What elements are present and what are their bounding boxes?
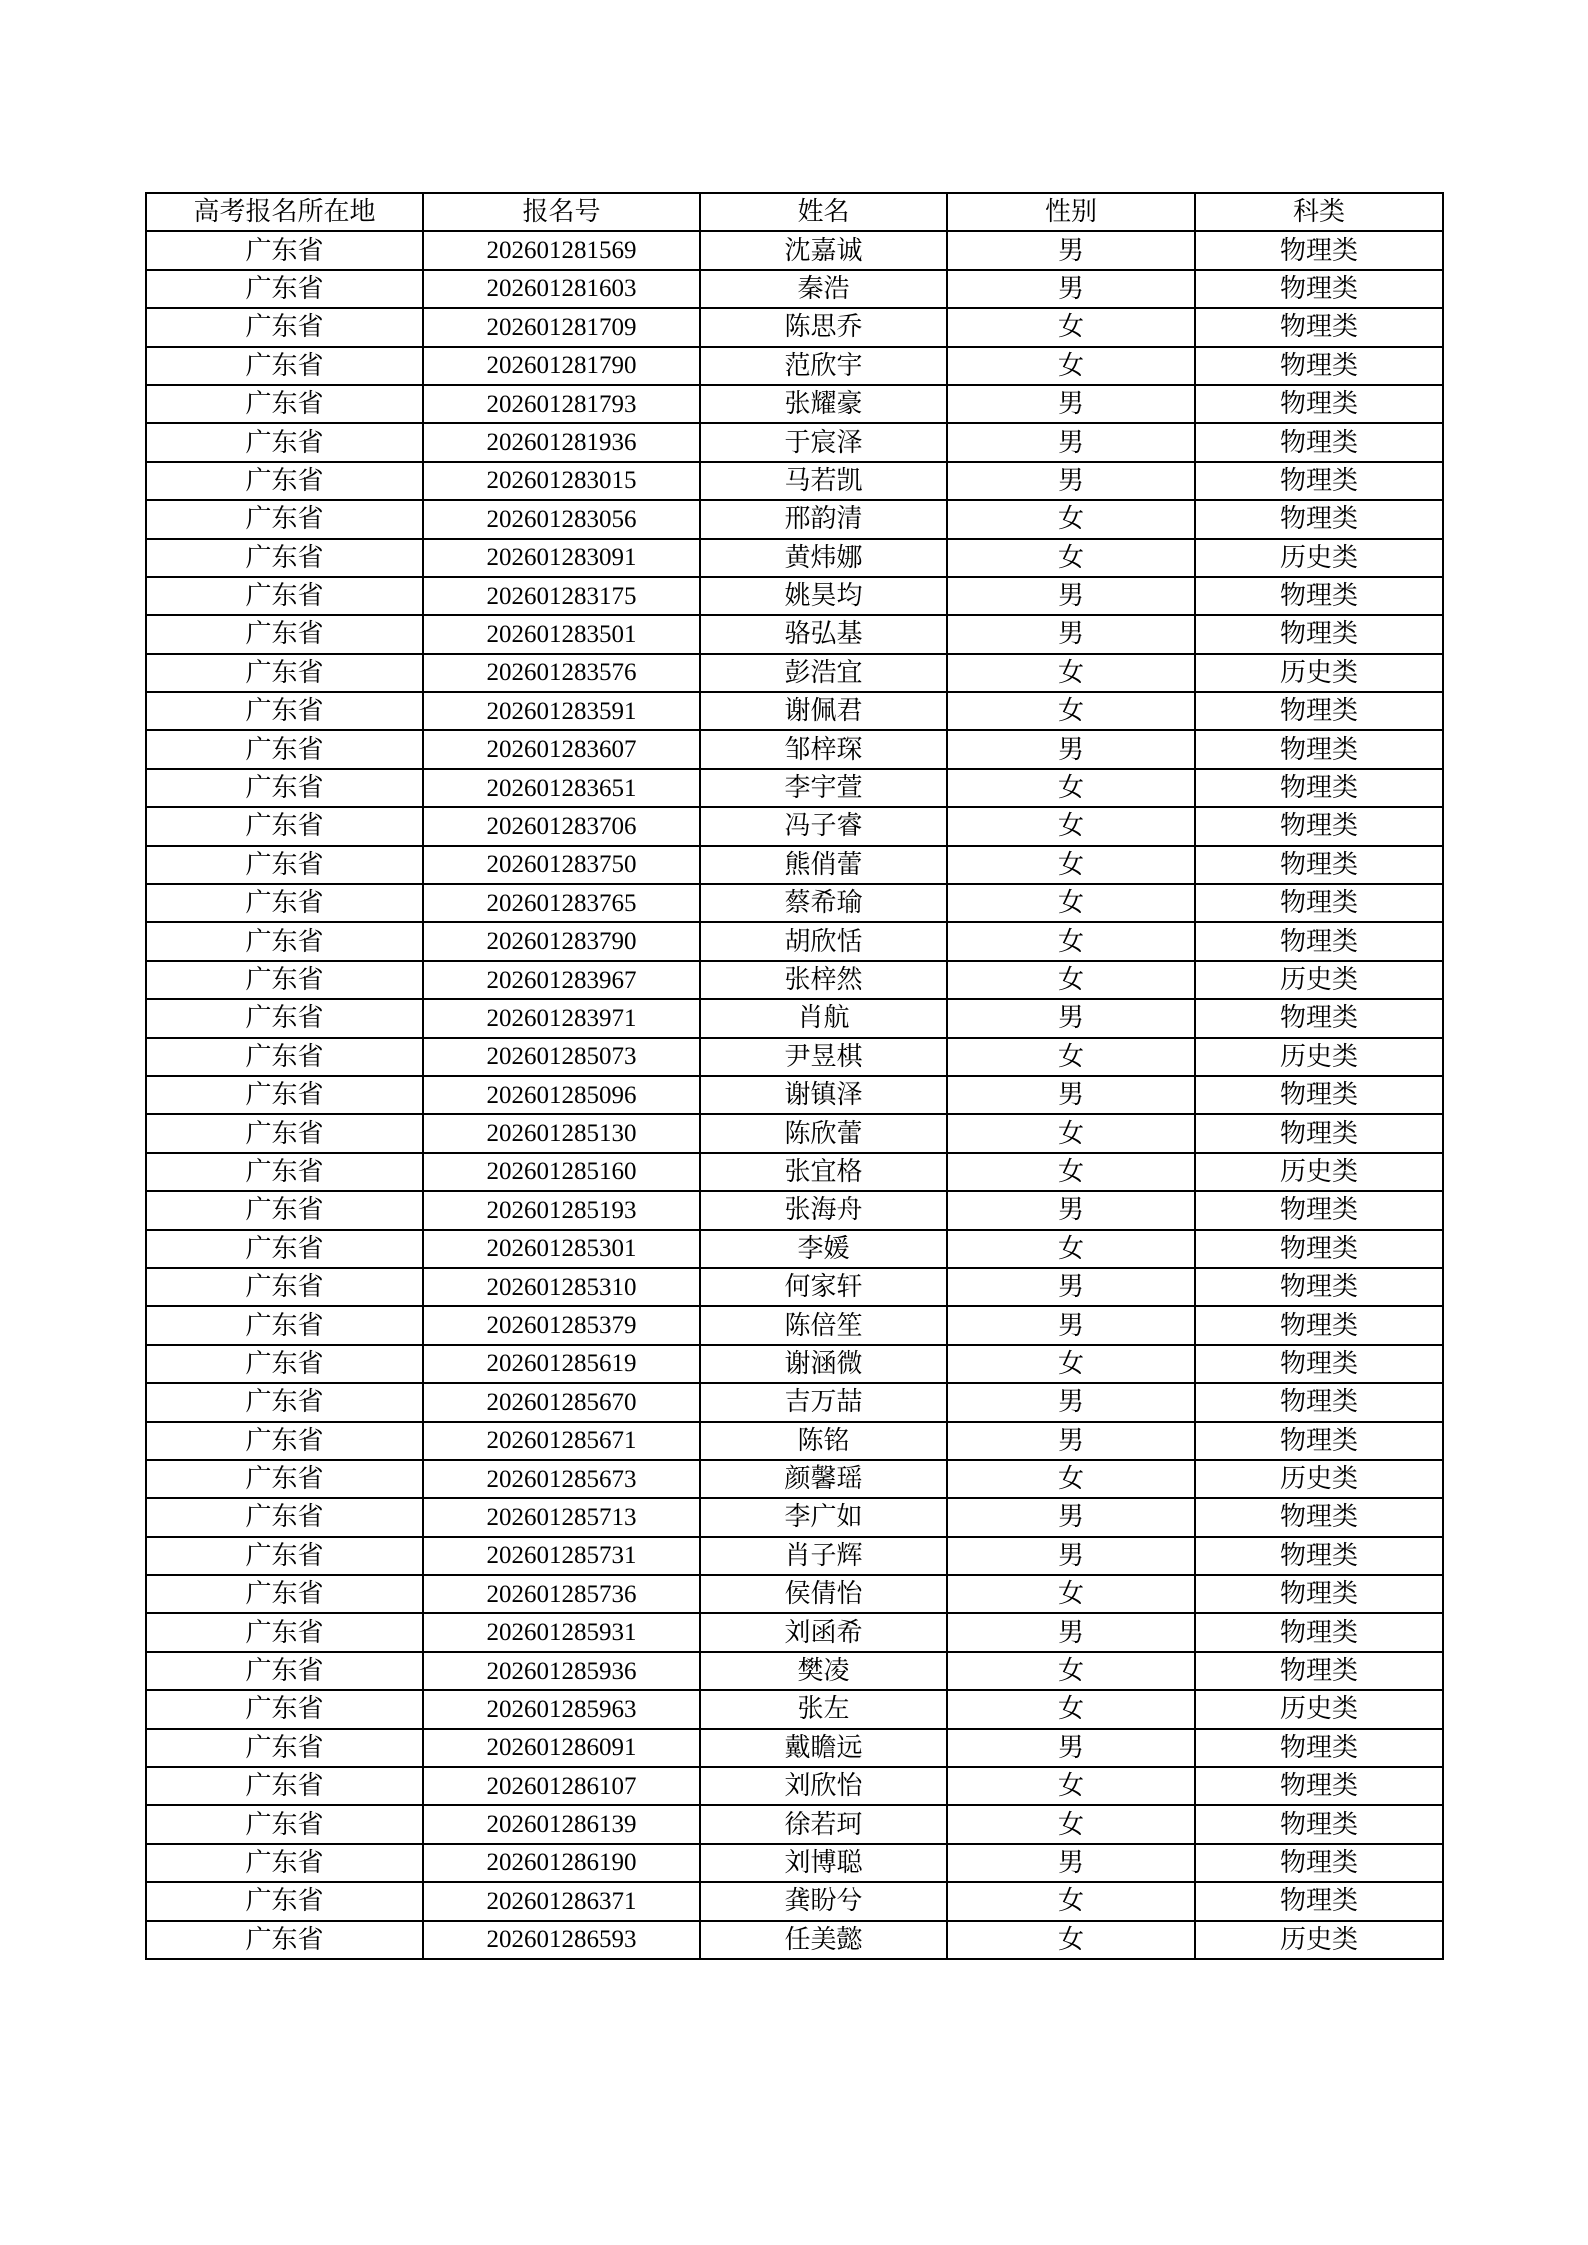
table-row	[146, 1805, 1443, 1843]
cell-registration-number: 202601285713	[423, 1498, 700, 1536]
table-row	[146, 1114, 1443, 1152]
cell-registration-number: 202601285130	[423, 1114, 700, 1152]
table-row	[146, 1460, 1443, 1498]
cell-name: 姚昊均	[700, 577, 947, 615]
cell-subject-category: 物理类	[1195, 347, 1443, 385]
cell-registration-number: 202601283607	[423, 730, 700, 768]
cell-name: 徐若珂	[700, 1805, 947, 1843]
cell-name: 谢镇泽	[700, 1076, 947, 1114]
cell-subject-category: 物理类	[1195, 1268, 1443, 1306]
cell-gender: 女	[947, 1652, 1195, 1690]
cell-gender: 女	[947, 539, 1195, 577]
table-row	[146, 922, 1443, 960]
cell-name: 肖航	[700, 999, 947, 1037]
cell-gender: 女	[947, 807, 1195, 845]
cell-gender: 男	[947, 615, 1195, 653]
cell-registration-number: 202601285963	[423, 1690, 700, 1728]
cell-location: 广东省	[146, 500, 423, 538]
table-row	[146, 615, 1443, 653]
cell-name: 秦浩	[700, 270, 947, 308]
table-row	[146, 1153, 1443, 1191]
cell-subject-category: 物理类	[1195, 1422, 1443, 1460]
cell-registration-number: 202601285731	[423, 1537, 700, 1575]
cell-location: 广东省	[146, 1767, 423, 1805]
cell-gender: 男	[947, 1613, 1195, 1651]
cell-subject-category: 物理类	[1195, 999, 1443, 1037]
cell-gender: 男	[947, 270, 1195, 308]
cell-registration-number: 202601283750	[423, 846, 700, 884]
cell-name: 马若凯	[700, 462, 947, 500]
cell-registration-number: 202601283591	[423, 692, 700, 730]
cell-gender: 女	[947, 769, 1195, 807]
cell-subject-category: 物理类	[1195, 884, 1443, 922]
table-row	[146, 270, 1443, 308]
cell-subject-category: 物理类	[1195, 846, 1443, 884]
cell-gender: 女	[947, 884, 1195, 922]
cell-registration-number: 202601281936	[423, 423, 700, 461]
cell-gender: 女	[947, 1114, 1195, 1152]
table-row	[146, 539, 1443, 577]
cell-gender: 女	[947, 692, 1195, 730]
table-row	[146, 1844, 1443, 1882]
cell-location: 广东省	[146, 615, 423, 653]
cell-subject-category: 物理类	[1195, 1537, 1443, 1575]
cell-subject-category: 物理类	[1195, 231, 1443, 269]
cell-location: 广东省	[146, 385, 423, 423]
cell-name: 刘博聪	[700, 1844, 947, 1882]
cell-gender: 男	[947, 231, 1195, 269]
cell-location: 广东省	[146, 423, 423, 461]
cell-gender: 女	[947, 1575, 1195, 1613]
cell-registration-number: 202601283967	[423, 961, 700, 999]
cell-location: 广东省	[146, 1076, 423, 1114]
table-row	[146, 1306, 1443, 1344]
cell-registration-number: 202601283706	[423, 807, 700, 845]
cell-name: 任美懿	[700, 1921, 947, 1959]
cell-gender: 男	[947, 577, 1195, 615]
cell-registration-number: 202601286190	[423, 1844, 700, 1882]
cell-gender: 女	[947, 1882, 1195, 1920]
cell-name: 谢涵微	[700, 1345, 947, 1383]
header-row	[146, 193, 1443, 231]
table-row	[146, 1921, 1443, 1959]
cell-subject-category: 历史类	[1195, 961, 1443, 999]
cell-gender: 女	[947, 1690, 1195, 1728]
cell-gender: 男	[947, 423, 1195, 461]
cell-registration-number: 202601285936	[423, 1652, 700, 1690]
header-name: 姓名	[700, 193, 947, 231]
cell-subject-category: 历史类	[1195, 1038, 1443, 1076]
cell-location: 广东省	[146, 692, 423, 730]
table-row	[146, 1537, 1443, 1575]
cell-registration-number: 202601283175	[423, 577, 700, 615]
cell-gender: 男	[947, 1537, 1195, 1575]
cell-name: 张宜格	[700, 1153, 947, 1191]
cell-location: 广东省	[146, 1652, 423, 1690]
cell-location: 广东省	[146, 577, 423, 615]
cell-subject-category: 物理类	[1195, 385, 1443, 423]
cell-registration-number: 202601285670	[423, 1383, 700, 1421]
cell-subject-category: 物理类	[1195, 500, 1443, 538]
cell-name: 黄炜娜	[700, 539, 947, 577]
cell-subject-category: 物理类	[1195, 769, 1443, 807]
cell-location: 广东省	[146, 462, 423, 500]
cell-gender: 男	[947, 1306, 1195, 1344]
cell-subject-category: 物理类	[1195, 1076, 1443, 1114]
cell-gender: 女	[947, 961, 1195, 999]
table-row	[146, 1575, 1443, 1613]
table-row	[146, 730, 1443, 768]
cell-name: 尹昱棋	[700, 1038, 947, 1076]
table-row	[146, 577, 1443, 615]
cell-location: 广东省	[146, 884, 423, 922]
cell-gender: 女	[947, 1805, 1195, 1843]
cell-name: 彭浩宜	[700, 654, 947, 692]
table-row	[146, 1613, 1443, 1651]
cell-gender: 男	[947, 1422, 1195, 1460]
cell-gender: 女	[947, 1153, 1195, 1191]
table-row	[146, 423, 1443, 461]
cell-gender: 女	[947, 308, 1195, 346]
cell-name: 李广如	[700, 1498, 947, 1536]
cell-location: 广东省	[146, 1844, 423, 1882]
cell-gender: 女	[947, 1460, 1195, 1498]
cell-name: 陈欣蕾	[700, 1114, 947, 1152]
cell-subject-category: 历史类	[1195, 1921, 1443, 1959]
cell-gender: 女	[947, 1345, 1195, 1383]
cell-gender: 女	[947, 1230, 1195, 1268]
table-row	[146, 347, 1443, 385]
cell-name: 张左	[700, 1690, 947, 1728]
cell-gender: 女	[947, 1767, 1195, 1805]
cell-gender: 女	[947, 654, 1195, 692]
cell-name: 龚盼兮	[700, 1882, 947, 1920]
cell-location: 广东省	[146, 1613, 423, 1651]
cell-registration-number: 202601281603	[423, 270, 700, 308]
cell-name: 吉万喆	[700, 1383, 947, 1421]
cell-registration-number: 202601286139	[423, 1805, 700, 1843]
cell-registration-number: 202601283651	[423, 769, 700, 807]
cell-subject-category: 物理类	[1195, 1729, 1443, 1767]
cell-location: 广东省	[146, 1191, 423, 1229]
cell-registration-number: 202601283576	[423, 654, 700, 692]
cell-name: 樊凌	[700, 1652, 947, 1690]
cell-location: 广东省	[146, 1345, 423, 1383]
cell-name: 张耀豪	[700, 385, 947, 423]
table-row	[146, 385, 1443, 423]
cell-name: 范欣宇	[700, 347, 947, 385]
cell-name: 胡欣恬	[700, 922, 947, 960]
table-row	[146, 846, 1443, 884]
cell-gender: 男	[947, 1498, 1195, 1536]
cell-registration-number: 202601285073	[423, 1038, 700, 1076]
cell-location: 广东省	[146, 769, 423, 807]
table-row	[146, 1345, 1443, 1383]
cell-subject-category: 历史类	[1195, 1690, 1443, 1728]
cell-gender: 女	[947, 347, 1195, 385]
admission-table	[145, 192, 1444, 1960]
cell-name: 戴瞻远	[700, 1729, 947, 1767]
cell-name: 谢佩君	[700, 692, 947, 730]
cell-name: 肖子辉	[700, 1537, 947, 1575]
cell-location: 广东省	[146, 654, 423, 692]
cell-registration-number: 202601286593	[423, 1921, 700, 1959]
cell-subject-category: 物理类	[1195, 1844, 1443, 1882]
cell-subject-category: 物理类	[1195, 1613, 1443, 1651]
cell-subject-category: 物理类	[1195, 1383, 1443, 1421]
cell-subject-category: 物理类	[1195, 730, 1443, 768]
cell-name: 张梓然	[700, 961, 947, 999]
cell-name: 蔡希瑜	[700, 884, 947, 922]
table-row	[146, 884, 1443, 922]
cell-subject-category: 物理类	[1195, 1345, 1443, 1383]
cell-name: 邹梓琛	[700, 730, 947, 768]
cell-subject-category: 物理类	[1195, 1230, 1443, 1268]
cell-subject-category: 物理类	[1195, 1498, 1443, 1536]
cell-location: 广东省	[146, 1153, 423, 1191]
table-row	[146, 1767, 1443, 1805]
table-row	[146, 1383, 1443, 1421]
cell-gender: 男	[947, 1268, 1195, 1306]
cell-registration-number: 202601285301	[423, 1230, 700, 1268]
cell-subject-category: 历史类	[1195, 654, 1443, 692]
cell-name: 邢韵清	[700, 500, 947, 538]
cell-location: 广东省	[146, 1038, 423, 1076]
cell-subject-category: 物理类	[1195, 692, 1443, 730]
cell-registration-number: 202601285673	[423, 1460, 700, 1498]
table-body	[146, 231, 1443, 1959]
cell-subject-category: 物理类	[1195, 1767, 1443, 1805]
cell-location: 广东省	[146, 231, 423, 269]
cell-registration-number: 202601285310	[423, 1268, 700, 1306]
cell-name: 颜馨瑶	[700, 1460, 947, 1498]
table-row	[146, 500, 1443, 538]
cell-name: 于宸泽	[700, 423, 947, 461]
cell-location: 广东省	[146, 308, 423, 346]
cell-name: 李宇萱	[700, 769, 947, 807]
cell-registration-number: 202601283091	[423, 539, 700, 577]
cell-subject-category: 历史类	[1195, 539, 1443, 577]
cell-subject-category: 物理类	[1195, 577, 1443, 615]
cell-subject-category: 物理类	[1195, 423, 1443, 461]
cell-name: 何家轩	[700, 1268, 947, 1306]
table-row	[146, 1230, 1443, 1268]
cell-name: 骆弘基	[700, 615, 947, 653]
cell-location: 广东省	[146, 1805, 423, 1843]
table-row	[146, 231, 1443, 269]
cell-gender: 男	[947, 999, 1195, 1037]
cell-name: 李媛	[700, 1230, 947, 1268]
cell-registration-number: 202601283056	[423, 500, 700, 538]
cell-location: 广东省	[146, 1882, 423, 1920]
cell-name: 刘欣怡	[700, 1767, 947, 1805]
cell-location: 广东省	[146, 846, 423, 884]
cell-subject-category: 历史类	[1195, 1460, 1443, 1498]
cell-subject-category: 物理类	[1195, 270, 1443, 308]
cell-registration-number: 202601286107	[423, 1767, 700, 1805]
cell-name: 冯子睿	[700, 807, 947, 845]
cell-location: 广东省	[146, 539, 423, 577]
cell-location: 广东省	[146, 1460, 423, 1498]
cell-location: 广东省	[146, 270, 423, 308]
cell-subject-category: 物理类	[1195, 1575, 1443, 1613]
cell-gender: 男	[947, 462, 1195, 500]
cell-gender: 男	[947, 730, 1195, 768]
cell-gender: 女	[947, 1921, 1195, 1959]
cell-registration-number: 202601285160	[423, 1153, 700, 1191]
cell-gender: 男	[947, 1383, 1195, 1421]
cell-registration-number: 202601285379	[423, 1306, 700, 1344]
table-row	[146, 692, 1443, 730]
cell-registration-number: 202601281793	[423, 385, 700, 423]
cell-location: 广东省	[146, 1383, 423, 1421]
cell-registration-number: 202601286371	[423, 1882, 700, 1920]
table-header	[146, 193, 1443, 231]
cell-subject-category: 物理类	[1195, 1114, 1443, 1152]
cell-gender: 女	[947, 922, 1195, 960]
cell-location: 广东省	[146, 1729, 423, 1767]
cell-gender: 女	[947, 500, 1195, 538]
table-row	[146, 1882, 1443, 1920]
cell-registration-number: 202601281709	[423, 308, 700, 346]
cell-subject-category: 历史类	[1195, 1153, 1443, 1191]
table-row	[146, 999, 1443, 1037]
cell-name: 侯倩怡	[700, 1575, 947, 1613]
cell-registration-number: 202601286091	[423, 1729, 700, 1767]
cell-gender: 女	[947, 1038, 1195, 1076]
cell-subject-category: 物理类	[1195, 1882, 1443, 1920]
cell-name: 陈思乔	[700, 308, 947, 346]
cell-location: 广东省	[146, 1498, 423, 1536]
table-row	[146, 1268, 1443, 1306]
table-row	[146, 769, 1443, 807]
table-row	[146, 654, 1443, 692]
table-row	[146, 1498, 1443, 1536]
cell-registration-number: 202601285671	[423, 1422, 700, 1460]
table-row	[146, 308, 1443, 346]
table-row	[146, 961, 1443, 999]
cell-name: 陈铭	[700, 1422, 947, 1460]
cell-subject-category: 物理类	[1195, 807, 1443, 845]
header-registration-number: 报名号	[423, 193, 700, 231]
cell-registration-number: 202601281569	[423, 231, 700, 269]
cell-subject-category: 物理类	[1195, 308, 1443, 346]
cell-name: 沈嘉诚	[700, 231, 947, 269]
cell-registration-number: 202601283015	[423, 462, 700, 500]
cell-gender: 男	[947, 385, 1195, 423]
cell-location: 广东省	[146, 922, 423, 960]
cell-location: 广东省	[146, 1230, 423, 1268]
table-row	[146, 1422, 1443, 1460]
cell-registration-number: 202601283790	[423, 922, 700, 960]
cell-gender: 男	[947, 1729, 1195, 1767]
cell-gender: 男	[947, 1191, 1195, 1229]
cell-subject-category: 物理类	[1195, 1652, 1443, 1690]
cell-subject-category: 物理类	[1195, 462, 1443, 500]
cell-location: 广东省	[146, 1690, 423, 1728]
cell-registration-number: 202601283765	[423, 884, 700, 922]
cell-subject-category: 物理类	[1195, 615, 1443, 653]
table-row	[146, 1652, 1443, 1690]
cell-location: 广东省	[146, 347, 423, 385]
cell-location: 广东省	[146, 999, 423, 1037]
cell-registration-number: 202601285193	[423, 1191, 700, 1229]
cell-registration-number: 202601285931	[423, 1613, 700, 1651]
table-row	[146, 1038, 1443, 1076]
cell-name: 熊俏蕾	[700, 846, 947, 884]
cell-subject-category: 物理类	[1195, 922, 1443, 960]
table-row	[146, 1076, 1443, 1114]
cell-location: 广东省	[146, 961, 423, 999]
cell-name: 张海舟	[700, 1191, 947, 1229]
cell-location: 广东省	[146, 1921, 423, 1959]
table-row	[146, 1690, 1443, 1728]
cell-registration-number: 202601283971	[423, 999, 700, 1037]
cell-registration-number: 202601283501	[423, 615, 700, 653]
cell-registration-number: 202601281790	[423, 347, 700, 385]
cell-location: 广东省	[146, 807, 423, 845]
cell-gender: 男	[947, 1844, 1195, 1882]
cell-subject-category: 物理类	[1195, 1306, 1443, 1344]
cell-gender: 男	[947, 1076, 1195, 1114]
table-row	[146, 1729, 1443, 1767]
cell-registration-number: 202601285736	[423, 1575, 700, 1613]
header-gender: 性别	[947, 193, 1195, 231]
cell-name: 陈倍笙	[700, 1306, 947, 1344]
cell-registration-number: 202601285619	[423, 1345, 700, 1383]
cell-location: 广东省	[146, 1575, 423, 1613]
cell-gender: 女	[947, 846, 1195, 884]
cell-location: 广东省	[146, 1268, 423, 1306]
cell-location: 广东省	[146, 1422, 423, 1460]
cell-subject-category: 物理类	[1195, 1191, 1443, 1229]
cell-location: 广东省	[146, 1114, 423, 1152]
table-row	[146, 462, 1443, 500]
cell-subject-category: 物理类	[1195, 1805, 1443, 1843]
cell-location: 广东省	[146, 1537, 423, 1575]
table-row	[146, 807, 1443, 845]
cell-name: 刘函希	[700, 1613, 947, 1651]
cell-location: 广东省	[146, 1306, 423, 1344]
cell-registration-number: 202601285096	[423, 1076, 700, 1114]
header-location: 高考报名所在地	[146, 193, 423, 231]
header-subject-category: 科类	[1195, 193, 1443, 231]
cell-location: 广东省	[146, 730, 423, 768]
table-row	[146, 1191, 1443, 1229]
